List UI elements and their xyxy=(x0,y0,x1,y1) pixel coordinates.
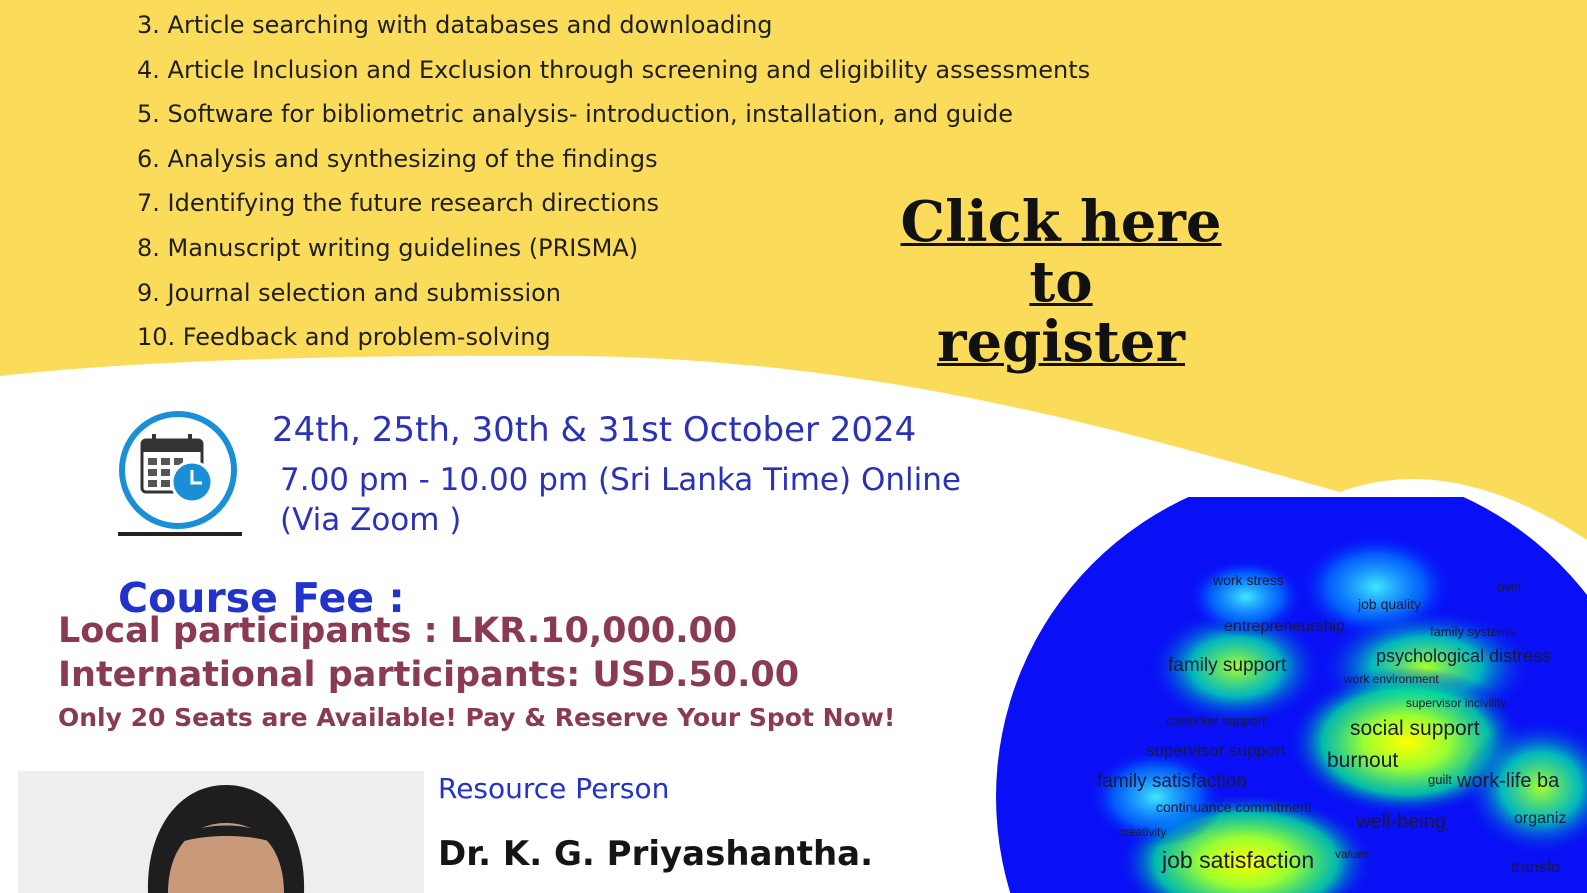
keyword: well-being xyxy=(1356,811,1447,833)
keyword: job quality xyxy=(1358,596,1422,612)
agenda-item: 4. Article Inclusion and Exclusion through screening and eligibility assessments xyxy=(137,55,1091,84)
course-fee-title: Course Fee : xyxy=(118,574,405,622)
schedule-platform: (Via Zoom ) xyxy=(280,502,462,538)
register-link-line2: register xyxy=(936,309,1186,375)
keyword-density-map-graphic xyxy=(996,497,1587,893)
keyword: social support xyxy=(1350,717,1480,740)
agenda-item: 9. Journal selection and submission xyxy=(137,278,562,307)
keyword: over xyxy=(1497,579,1523,594)
agenda-item: 3. Article searching with databases and downloading xyxy=(137,11,773,39)
keyword: family satisfaction xyxy=(1097,771,1247,792)
keyword: burnout xyxy=(1327,749,1399,772)
keyword: job satisfaction xyxy=(1162,847,1315,873)
keyword: work environment xyxy=(1344,672,1439,686)
agenda-item: 8. Manuscript writing guidelines (PRISMA) xyxy=(137,233,639,262)
register-link-line1: Click here to xyxy=(900,189,1222,315)
fee-international: International participants: USD.50.00 xyxy=(58,655,800,695)
keyword: psychological distress xyxy=(1376,646,1552,666)
calendar-clock-icon xyxy=(116,410,244,540)
resource-person-photo xyxy=(18,771,424,893)
keyword: supervisor support xyxy=(1146,741,1286,760)
keyword: guilt xyxy=(1428,772,1452,787)
seats-notice: Only 20 Seats are Available! Pay & Reserve Your Spot Now! xyxy=(58,703,896,732)
resource-person-name: Dr. K. G. Priyashantha. xyxy=(438,834,874,874)
keyword: continuance commitment xyxy=(1156,799,1312,815)
keyword: family support xyxy=(1168,655,1287,676)
register-link[interactable] xyxy=(880,189,1242,375)
agenda-item: 7. Identifying the future research directions xyxy=(137,189,660,218)
keyword: family systems xyxy=(1430,624,1516,639)
keyword: coworker support xyxy=(1166,713,1266,728)
resource-person-label: Resource Person xyxy=(438,772,670,805)
keyword: entrepreneurship xyxy=(1224,618,1345,635)
keyword: supervisor incivility xyxy=(1406,696,1507,710)
agenda-item: 5. Software for bibliometric analysis- introduction, installation, and guide xyxy=(137,100,1013,129)
keyword: values xyxy=(1335,847,1370,861)
keyword: work stress xyxy=(1213,572,1284,588)
keyword: work-life ba xyxy=(1457,770,1560,792)
agenda-item: 10. Feedback and problem-solving xyxy=(137,323,551,352)
keyword: transfo xyxy=(1511,859,1560,876)
fee-local: Local participants : LKR.10,000.00 xyxy=(58,611,738,651)
keyword: creativity xyxy=(1119,825,1167,839)
schedule-time: 7.00 pm - 10.00 pm (Sri Lanka Time) Online xyxy=(280,462,961,498)
agenda-item: 6. Analysis and synthesizing of the findings xyxy=(137,144,658,173)
schedule-dates: 24th, 25th, 30th & 31st October 2024 xyxy=(272,410,917,450)
keyword: organiz xyxy=(1514,810,1567,827)
keyword-density-map xyxy=(996,497,1587,893)
